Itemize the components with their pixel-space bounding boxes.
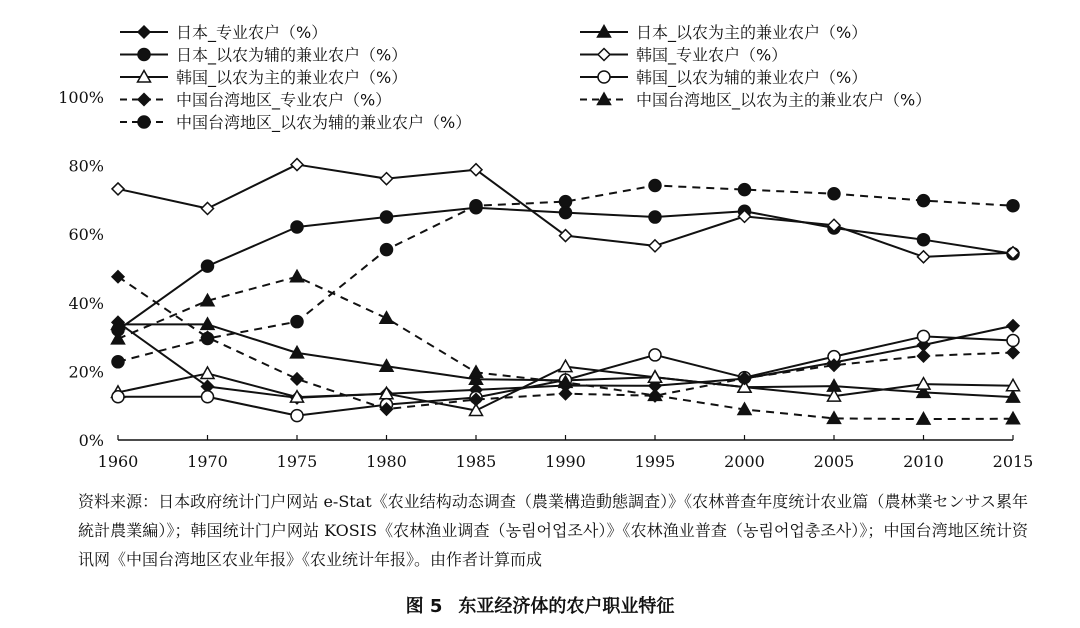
data-point	[560, 207, 572, 219]
legend-item	[580, 68, 867, 88]
legend-label: 韩国_以农为主的兼业农户（%）	[176, 68, 408, 87]
data-point	[112, 356, 124, 368]
figure-title: 东亚经济体的农户职业特征	[458, 596, 675, 617]
data-point	[470, 200, 482, 212]
legend-item	[120, 46, 407, 66]
data-point	[649, 240, 661, 252]
legend-item	[580, 91, 931, 111]
data-point	[1007, 200, 1019, 212]
data-point	[918, 195, 930, 207]
legend-item	[580, 46, 787, 66]
data-point	[380, 312, 393, 324]
legend-item	[120, 23, 327, 43]
data-point	[202, 332, 214, 344]
chart-legend	[120, 23, 931, 133]
data-point	[202, 260, 214, 272]
data-point	[917, 413, 930, 425]
data-point	[828, 188, 840, 200]
legend-label: 日本_以农为辅的兼业农户（%）	[176, 45, 408, 65]
data-point	[201, 367, 214, 379]
data-point	[291, 316, 303, 328]
y-tick-label: 0%	[78, 431, 104, 450]
data-point	[381, 173, 393, 185]
x-tick-label: 1985	[455, 452, 497, 471]
legend-label: 日本_以农为主的兼业农户（%）	[636, 23, 868, 42]
y-tick-label: 60%	[68, 225, 104, 245]
series-lines	[112, 159, 1020, 425]
legend-label: 日本_专业农户（%）	[176, 23, 328, 42]
data-point	[1007, 347, 1019, 359]
source-note: 资料来源：日本政府统计门户网站 e-Stat《农业结构动态调查（農業構造動態調査）》《农林普查年度统计农业篇（農林業センサス累年統計農業編）》；韩国统计门户网站 KOSIS《农林渔业调查（농림어업조사）》《农林渔业普查（농림어업총조사）》；中国台湾地区统计资讯网《中国台湾地区农业年报》《农业统计年报》。由作者计算而成	[78, 492, 1028, 569]
x-tick-label: 1970	[187, 452, 228, 471]
series	[112, 270, 1020, 424]
data-point	[1007, 335, 1019, 347]
legend-marker	[138, 94, 150, 106]
data-point	[560, 196, 572, 208]
y-tick-label: 40%	[68, 293, 104, 313]
x-tick-label: 2000	[724, 452, 765, 471]
legend-item	[580, 23, 867, 43]
data-point	[649, 349, 661, 361]
data-point	[112, 391, 124, 403]
data-point	[381, 244, 393, 256]
data-point	[291, 159, 303, 171]
y-tick-label: 100%	[58, 88, 104, 107]
x-tick-label: 1975	[276, 452, 318, 471]
series	[112, 271, 1019, 415]
data-point	[649, 179, 661, 191]
y-tick-label: 20%	[68, 362, 104, 382]
x-tick-label: 2005	[813, 452, 855, 471]
data-point	[470, 366, 483, 378]
legend-marker	[138, 26, 150, 38]
legend-item	[120, 68, 407, 88]
data-point	[202, 391, 214, 403]
figure-number: 图 5	[405, 596, 443, 617]
legend-marker	[598, 49, 610, 61]
legend-item	[120, 91, 391, 111]
series-line	[118, 208, 1013, 330]
data-point	[918, 330, 930, 342]
series	[112, 179, 1019, 367]
legend-marker	[138, 49, 150, 61]
legend-label: 韩国_专业农户（%）	[636, 45, 788, 65]
legend-item	[120, 113, 471, 133]
x-tick-label: 1960	[97, 452, 139, 471]
legend-marker	[598, 71, 610, 83]
series	[112, 202, 1019, 336]
figure-caption	[0, 592, 1080, 618]
data-point	[291, 270, 304, 282]
data-point	[291, 373, 303, 385]
legend-label: 中国台湾地区_专业农户（%）	[176, 90, 392, 110]
legend-label: 中国台湾地区_以农为辅的兼业农户（%）	[176, 113, 472, 132]
x-tick-label: 2015	[992, 452, 1034, 471]
x-axis	[98, 435, 1034, 471]
data-point	[649, 211, 661, 223]
data-point	[381, 211, 393, 223]
data-point	[739, 184, 751, 196]
y-axis	[58, 88, 104, 450]
legend-label: 韩国_以农为辅的兼业农户（%）	[636, 68, 868, 87]
data-point	[1007, 320, 1019, 332]
data-point	[291, 410, 303, 422]
legend-marker	[138, 116, 150, 128]
data-point	[918, 234, 930, 246]
data-point	[918, 350, 930, 362]
data-point	[559, 360, 572, 372]
data-point	[560, 388, 572, 400]
x-tick-label: 1980	[366, 452, 407, 471]
data-point	[112, 183, 124, 195]
x-tick-label: 1995	[634, 452, 676, 471]
legend-label: 中国台湾地区_以农为主的兼业农户（%）	[636, 90, 932, 110]
data-point	[112, 271, 124, 283]
y-tick-label: 80%	[68, 156, 104, 176]
data-point	[918, 251, 930, 263]
x-tick-label: 1990	[545, 452, 586, 471]
data-point	[202, 202, 214, 214]
x-tick-label: 2010	[903, 452, 944, 471]
data-point	[291, 221, 303, 233]
